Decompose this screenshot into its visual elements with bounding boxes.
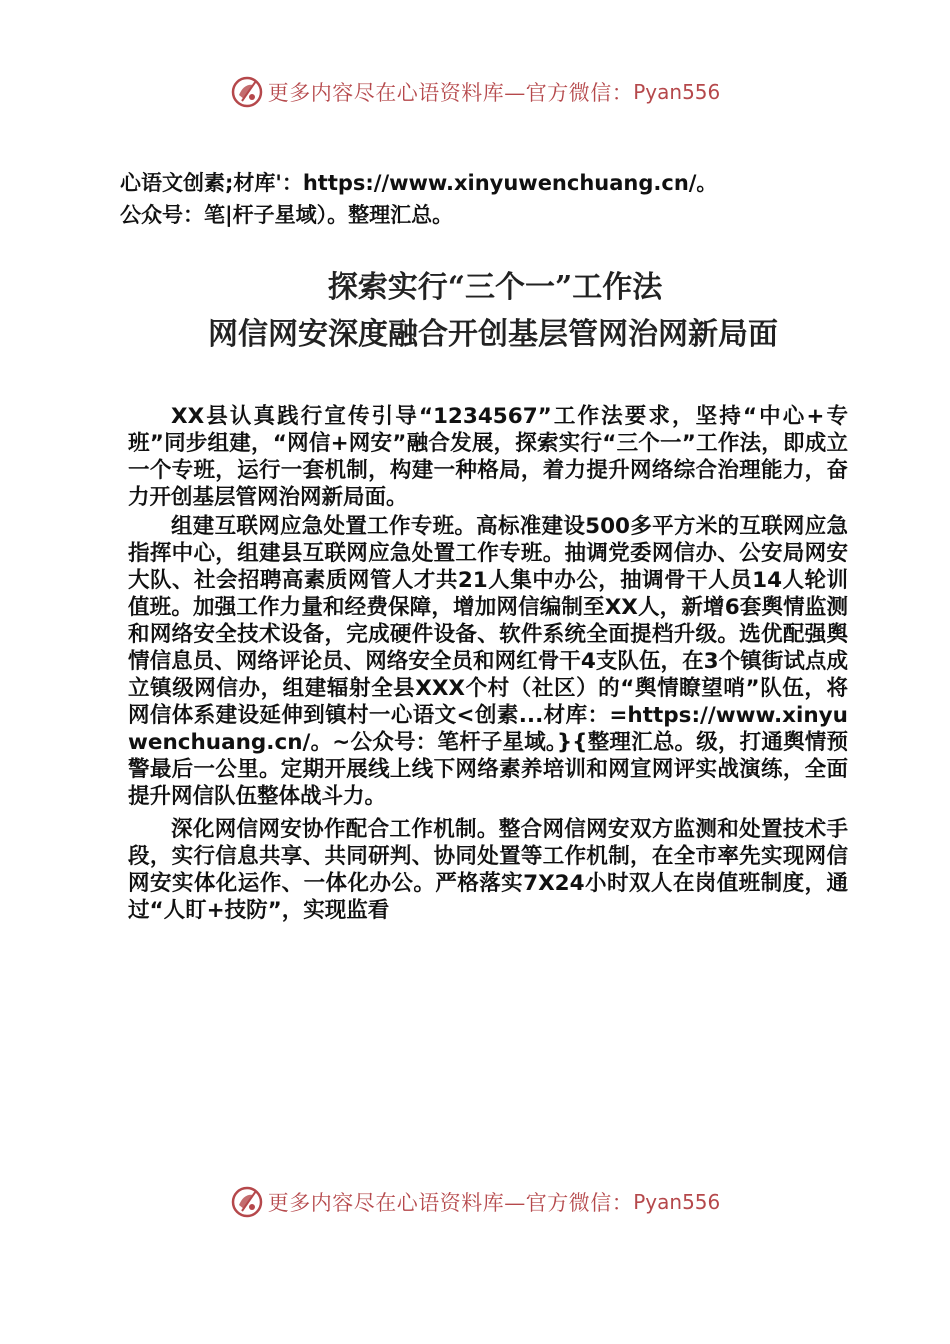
banner-text: 更多内容尽在心语资料库—官方微信： (267, 1191, 634, 1215)
document-title-line-2: 网信网安深度融合开创基层管网治网新局面 (208, 317, 778, 352)
banner-wechat-id: Pyan556 (633, 1190, 721, 1214)
seal-logo-icon (230, 75, 264, 109)
banner-wechat-id: Pyan556 (633, 80, 721, 104)
document-title-line-1: 探索实行“三个一”工作法 (327, 270, 663, 305)
header-banner (0, 72, 950, 112)
source-note (120, 167, 860, 231)
body-paragraph-3: 深化网信网安协作配合工作机制。整合网信网安双方监测和处置技术手段，实行信息共享、共同研判、协同处置等工作机制，在全市率先实现网信网安实体化运作、一体化办公。严格落实7X24小时双人在岗值班制度，通过“人盯+技防”，实现监看 (128, 817, 848, 923)
body-paragraph-1: XX县认真践行宣传引导“1234567”工作法要求，坚持“中心+专班”同步组建，“网信+网安”融合发展，探索实行“三个一”工作法，即成立一个专班，运行一套机制，构建一种格局，着力提升网络综合治理能力，奋力开创基层管网治网新局面。 (128, 404, 848, 510)
document-body (128, 403, 848, 926)
source-note-line-2: 公众号：笔|杆子星域）。整理汇总。 (120, 203, 454, 227)
source-note-line-1: 心语文创素;材库'：https://www.xinyuwenchuang.cn/。 (120, 171, 718, 195)
seal-logo-icon (230, 1185, 264, 1219)
footer-banner (0, 1182, 950, 1222)
body-paragraph-2: 组建互联网应急处置工作专班。高标准建设500多平方米的互联网应急指挥中心，组建县互联网应急处置工作专班。抽调党委网信办、公安局网安大队、社会招聘高素质网管人才共21人集中办公，抽调骨干人员14人轮训值班。加强工作力量和经费保障，增加网信编制至XX人，新增6套舆情监测和网络安全技术设备，完成硬件设备、软件系统全面提档升级。选优配强舆情信息员、网络评论员、网络安全员和网红骨干4支队伍，在3个镇街试点成立镇级网信办，组建辐射全县XXX个村（社区）的“舆情瞭望哨”队伍，将网信体系建设延伸到镇村一心语文<创素...材库：=https://www.xinyuwenchuang.cn/。~公众号：笔杆子星域。}{整理汇总。级，打通舆情预警最后一公里。定期开展线上线下网络素养培训和网宣网评实战演练，全面提升网信队伍整体战斗力。 (128, 514, 848, 809)
banner-text: 更多内容尽在心语资料库—官方微信： (267, 81, 634, 105)
